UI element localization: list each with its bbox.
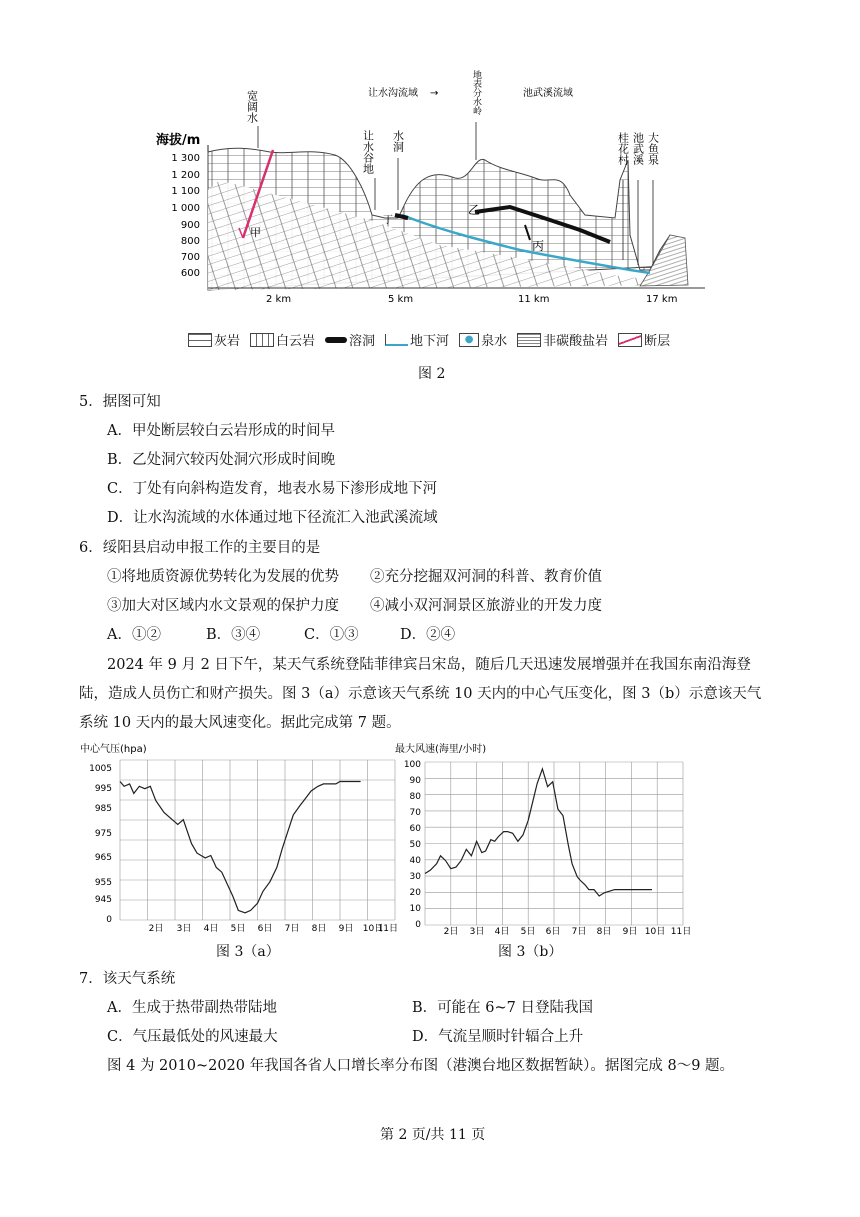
x-tick: 5日 <box>230 924 246 934</box>
figure-3a-pressure-chart <box>80 740 400 940</box>
y-tick: 90 <box>409 776 421 786</box>
label-cave: 水洞 <box>391 130 405 152</box>
y-tick: 60 <box>409 824 421 834</box>
y-tick: 80 <box>409 792 421 802</box>
y-tick: 700 <box>180 252 200 263</box>
y-tick: 1 200 <box>171 170 200 181</box>
q5-option-c: C．丁处有向斜构造发育，地表水易下渗形成地下河 <box>107 481 438 497</box>
q5-option-d: D．让水沟流域的水体通过地下径流汇入池武溪流域 <box>107 510 438 526</box>
x-tick: 5日 <box>520 927 536 937</box>
x-tick: 2日 <box>443 927 459 937</box>
label-stream: 池武溪 <box>631 132 645 165</box>
q7-option-d: D．气流呈顺时针辐合上升 <box>412 1029 584 1045</box>
fig3a-y-label: 中心气压(hpa) <box>80 744 147 755</box>
x-tick: 4日 <box>203 924 219 934</box>
x-tick: 11日 <box>670 927 692 937</box>
legend-label: 灰岩 <box>214 334 241 349</box>
figure-3a-caption: 图 3（a） <box>216 944 280 960</box>
fig3a-x-ticks <box>149 923 398 934</box>
q6-stem: 6．绥阳县启动申报工作的主要目的是 <box>79 540 321 556</box>
fault-swatch <box>618 333 642 347</box>
fig3a-pressure-series-line <box>120 782 361 913</box>
y-tick: 995 <box>94 784 112 794</box>
figure-2-legend <box>188 330 670 349</box>
q6-option-b: B．③④ <box>206 627 261 643</box>
legend-label: 白云岩 <box>276 334 316 349</box>
legend-label: 断层 <box>644 334 671 349</box>
noncarbonate-swatch <box>517 333 541 347</box>
y-tick: 100 <box>403 760 421 770</box>
q7-option-b: B．可能在 6~7 日登陆我国 <box>412 1000 593 1016</box>
x-tick: 8日 <box>596 927 612 937</box>
y-tick: 800 <box>180 236 200 247</box>
label-right-basin: 池武溪流域 <box>523 88 573 99</box>
y-axis-label: 海拔/m <box>156 133 201 148</box>
label-ding: 丁 <box>383 215 393 226</box>
intro-7-line-3: 系统 10 天内的最大风速变化。据此完成第 7 题。 <box>79 715 401 731</box>
y-tick: 900 <box>180 220 200 231</box>
y-tick: 965 <box>94 853 112 863</box>
x-tick: 10日 <box>644 927 666 937</box>
legend-label: 非碳酸盐岩 <box>543 334 609 349</box>
x-tick: 7日 <box>284 924 300 934</box>
x-tick: 3日 <box>469 927 485 937</box>
label-spring: 大鱼泉 <box>646 132 660 165</box>
q5-option-a: A．甲处断层较白云岩形成的时间早 <box>107 423 335 439</box>
q6-statement-2: ②充分挖掘双河洞的科普、教育价值 <box>370 569 602 585</box>
legend-label: 泉水 <box>481 334 508 349</box>
x-tick: 6日 <box>257 924 273 934</box>
figure-2-y-ticks <box>171 153 200 279</box>
x-tick: 11 km <box>518 294 550 305</box>
q5-stem: 5．据图可知 <box>79 394 161 410</box>
legend-label: 地下河 <box>410 334 450 349</box>
y-tick: 20 <box>409 888 421 898</box>
q7-option-c: C．气压最低处的风速最大 <box>107 1029 278 1045</box>
x-tick: 6日 <box>545 927 561 937</box>
y-tick: 30 <box>409 872 421 882</box>
y-tick: 70 <box>409 808 421 818</box>
intro-8-9: 图 4 为 2010~2020 年我国各省人口增长率分布图（港澳台地区数据暂缺）。据图完成 8～9 题。 <box>107 1058 735 1074</box>
dolomite-swatch <box>250 333 274 347</box>
y-tick: 1 100 <box>171 186 200 197</box>
label-valley: 让水谷地 <box>361 130 375 174</box>
q7-stem: 7．该天气系统 <box>79 971 176 987</box>
y-tick: 1005 <box>89 764 112 774</box>
limestone-swatch <box>188 333 212 347</box>
label-kuankuoshui-text: 宽阔水 <box>245 90 259 123</box>
label-village: 桂花村 <box>616 132 630 165</box>
y-tick: 975 <box>94 829 112 839</box>
q6-option-a: A．①② <box>107 627 161 643</box>
q6-statement-1: ①将地质资源优势转化为发展的优势 <box>107 569 339 585</box>
x-tick: 5 km <box>388 294 414 305</box>
legend-item-limestone <box>188 330 240 349</box>
legend-label: 溶洞 <box>349 334 376 349</box>
figure-3b-wind-chart <box>393 740 693 940</box>
y-tick: 50 <box>409 840 421 850</box>
x-tick: 4日 <box>494 927 510 937</box>
figure-2-caption: 图 2 <box>418 366 446 382</box>
label-yi: 乙 <box>468 203 481 217</box>
q5-option-b: B．乙处洞穴较丙处洞穴形成时间晚 <box>107 452 336 468</box>
x-tick: 11日 <box>377 924 398 934</box>
x-tick: 17 km <box>646 294 678 305</box>
fig3b-y-label: 最大风速(海里/小时) <box>395 744 487 755</box>
legend-item-cave <box>325 330 375 349</box>
y-tick: 945 <box>94 895 112 905</box>
y-tick: 0 <box>415 920 421 930</box>
label-divide: 地表分水岭 <box>471 70 481 115</box>
fig3b-y-ticks <box>404 760 421 930</box>
q6-option-c: C．①③ <box>304 627 359 643</box>
x-tick: 3日 <box>176 924 192 934</box>
x-tick: 2日 <box>148 924 164 934</box>
y-tick: 0 <box>106 915 112 925</box>
fig3a-y-ticks <box>89 764 112 925</box>
label-jia: 甲 <box>250 226 261 239</box>
non-carbonate-block <box>640 235 688 286</box>
label-bing: 丙 <box>532 239 545 253</box>
y-tick: 600 <box>180 268 200 279</box>
y-tick: 40 <box>409 856 421 866</box>
fig3b-wind-series-line <box>425 769 652 896</box>
intro-7-line-1: 2024 年 9 月 2 日下午，某天气系统登陆菲律宾吕宋岛，随后几天迅速发展增强并在我国东南沿海登 <box>107 657 751 673</box>
spring-icon: ● <box>459 333 479 347</box>
q7-option-a: A．生成于热带副热带陆地 <box>107 1000 277 1016</box>
legend-item-fault <box>618 330 670 349</box>
x-tick: 9日 <box>338 924 354 934</box>
y-tick: 955 <box>94 878 112 888</box>
legend-item-river <box>385 330 449 349</box>
fig3b-x-ticks <box>444 926 692 937</box>
q6-statement-3: ③加大对区域内水文景观的保护力度 <box>107 598 339 614</box>
cave-swatch <box>325 337 347 343</box>
label-kuankuoshui <box>246 90 259 123</box>
x-tick: 8日 <box>311 924 327 934</box>
legend-item-dolomite <box>250 330 315 349</box>
page-footer: 第 2 页/共 11 页 <box>380 1127 486 1143</box>
q6-statement-4: ④减小双河洞景区旅游业的开发力度 <box>370 598 602 614</box>
x-tick: 2 km <box>266 294 292 305</box>
x-tick: 7日 <box>571 927 587 937</box>
svg-text:→: → <box>430 88 439 99</box>
y-tick: 1 300 <box>171 153 200 164</box>
y-tick: 985 <box>94 804 112 814</box>
river-swatch <box>385 334 408 346</box>
legend-item-spring <box>459 330 507 349</box>
figure-3b-caption: 图 3（b） <box>498 944 563 960</box>
y-tick: 1 000 <box>171 203 200 214</box>
label-left-basin: 让水沟流域 <box>368 88 418 99</box>
fig3a-grid <box>120 760 395 920</box>
x-tick: 9日 <box>622 927 638 937</box>
q6-option-d: D．②④ <box>400 627 456 643</box>
y-tick: 10 <box>409 904 421 914</box>
x-tick: 10日 <box>362 924 384 934</box>
legend-item-noncarbonate <box>517 330 608 349</box>
figure-2-cross-section <box>140 60 720 360</box>
intro-7-line-2: 陆，造成人员伤亡和财产损失。图 3（a）示意该天气系统 10 天内的中心气压变化，图 3（b）示意该天气 <box>79 686 762 702</box>
